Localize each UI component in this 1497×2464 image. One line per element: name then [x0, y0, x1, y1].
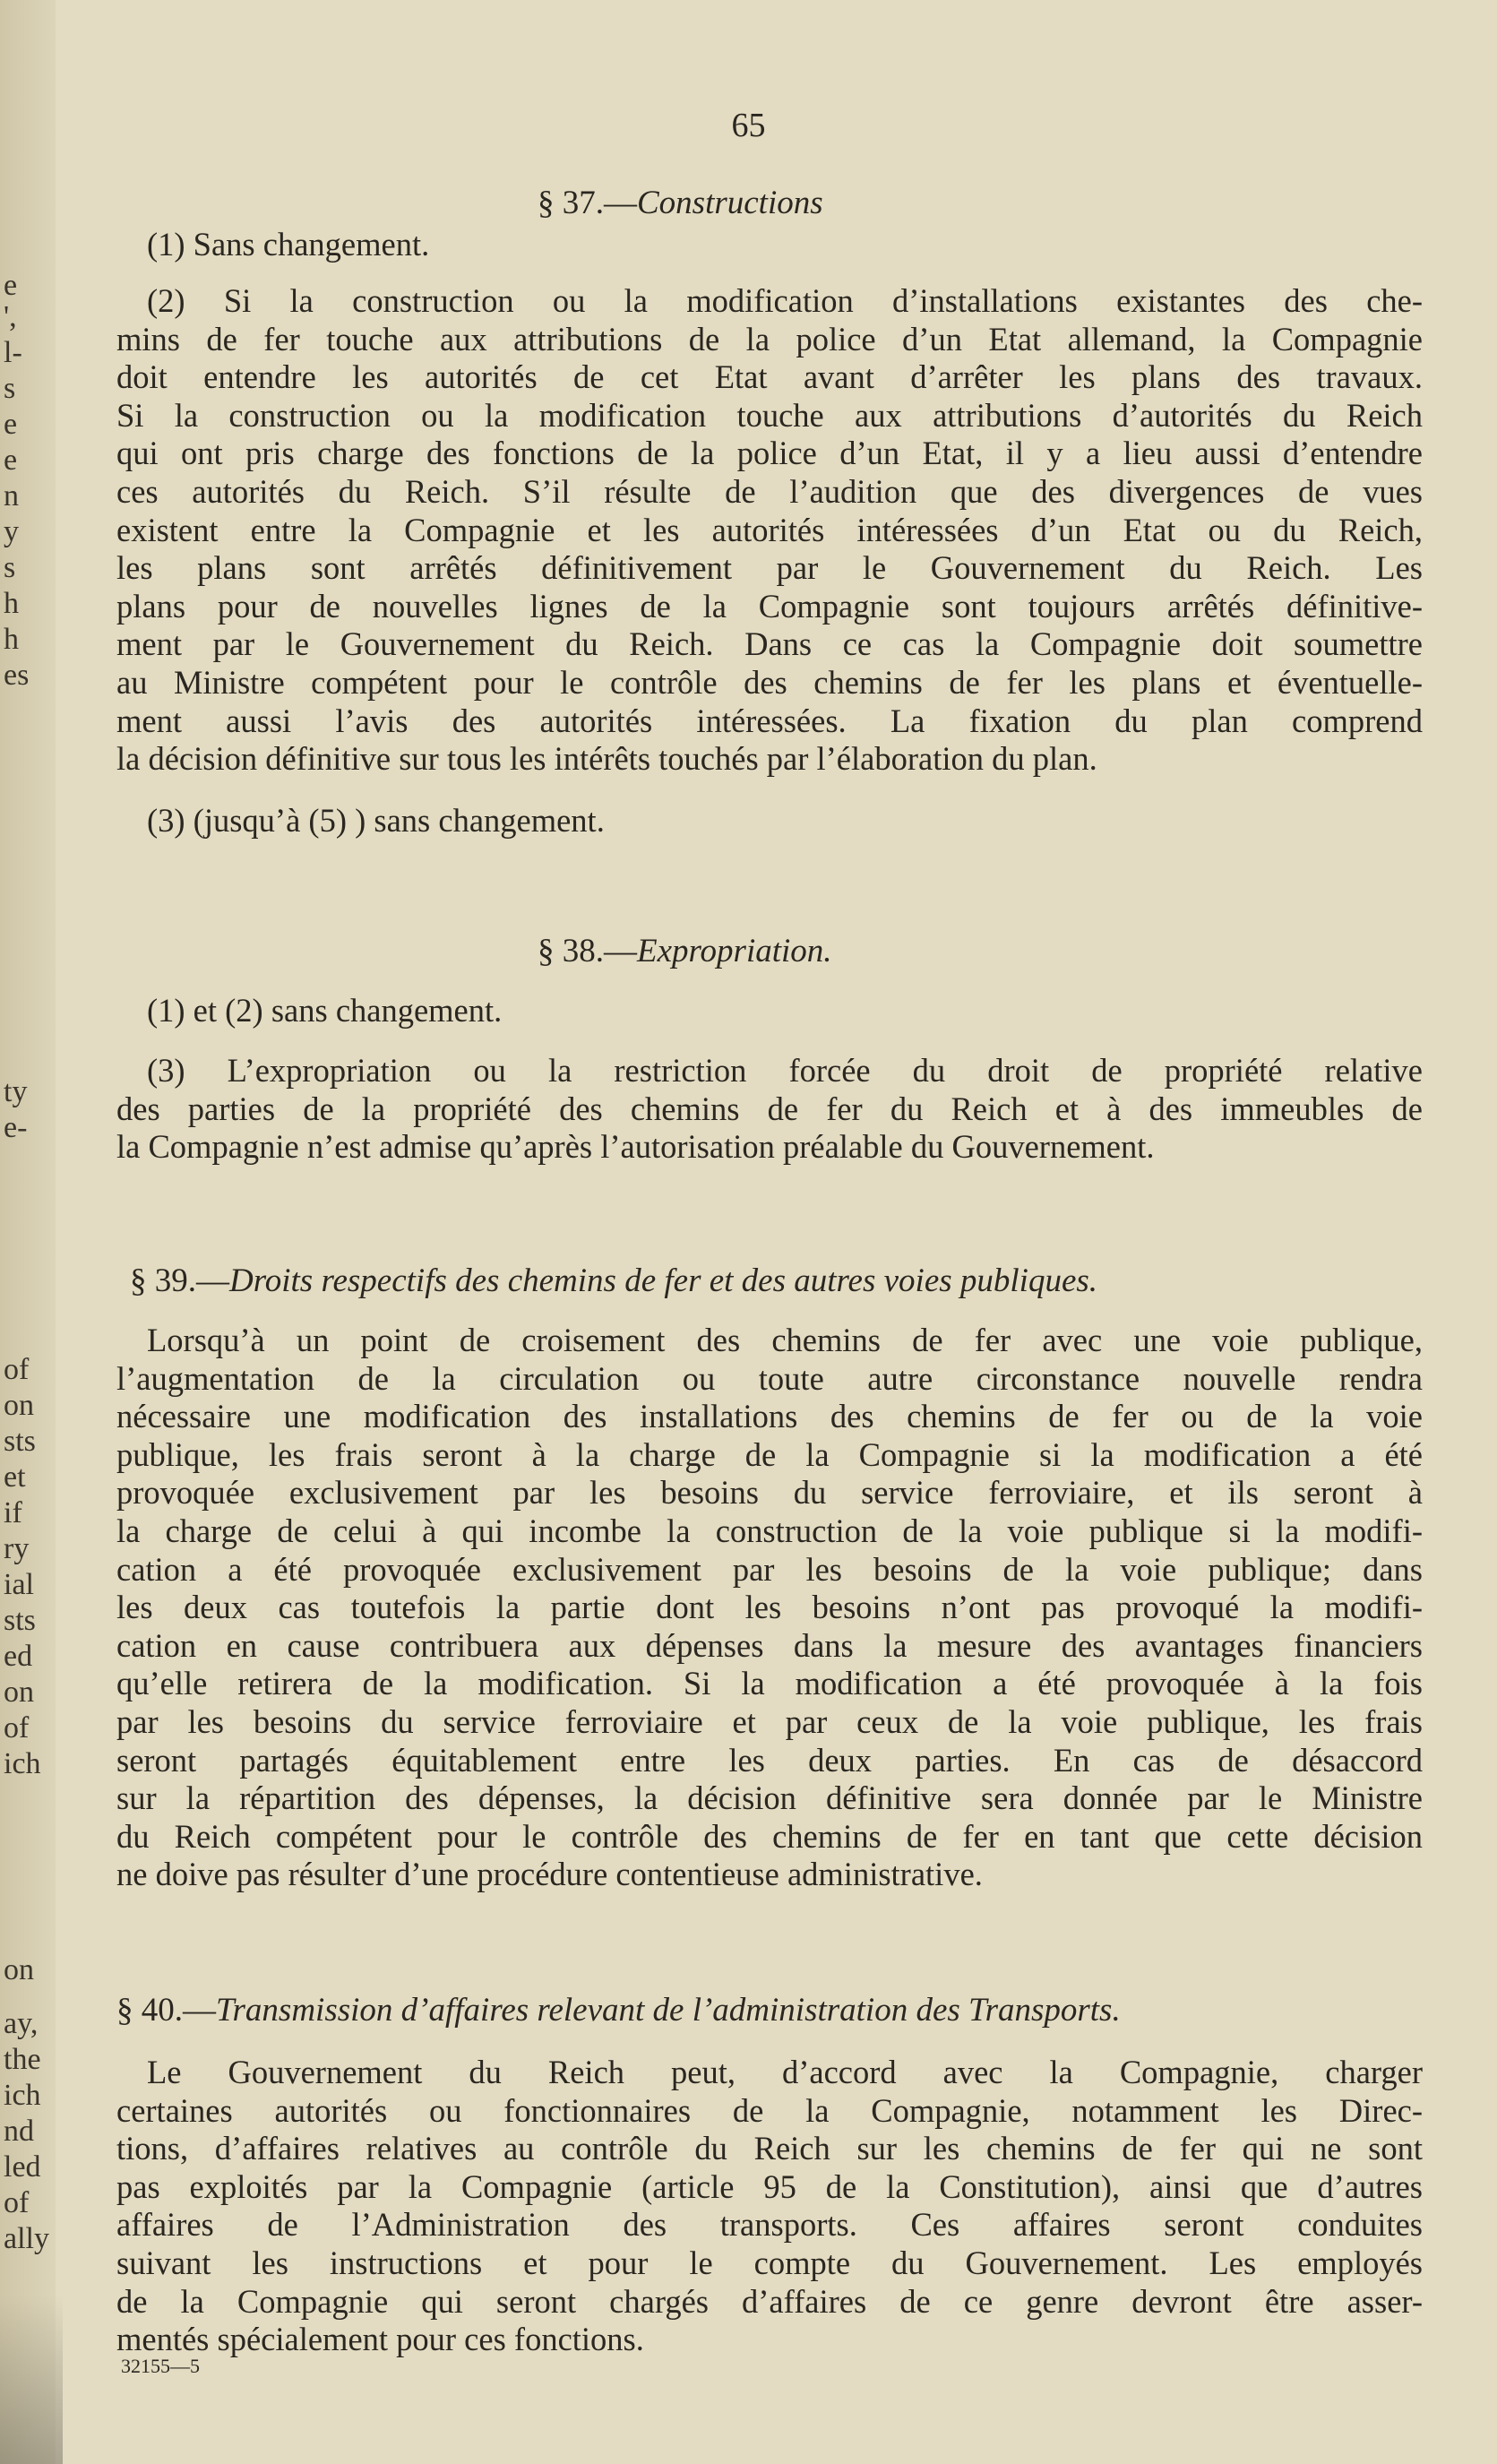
text-line: tions, d’affaires relatives au contrôle du Reich sur les chemins de fer qui ne sont — [116, 2130, 1423, 2167]
text-line: sur la répartition des dépenses, la décision définitive sera donnée par le Ministre — [116, 1779, 1423, 1817]
margin-fragment: on — [4, 1676, 34, 1709]
margin-fragment: h — [4, 623, 19, 656]
section-39-para-1 — [116, 1322, 1423, 1894]
margin-fragment: h — [4, 587, 19, 620]
section-39-title: Droits respectifs des chemins de fer et des autres voies publiques. — [229, 1262, 1098, 1299]
margin-fragment: ay, — [4, 2007, 39, 2040]
printer-code: 32155—5 — [121, 2355, 200, 2377]
margin-fragment: ich — [4, 2079, 41, 2112]
section-38-para-1 — [116, 992, 1423, 1030]
margin-fragment: e — [4, 444, 18, 477]
section-37-para-2 — [116, 282, 1423, 779]
margin-fragment: nd — [4, 2115, 34, 2148]
margin-fragment: sts — [4, 1604, 36, 1637]
margin-fragment: led — [4, 2150, 41, 2184]
section-37-title: Constructions — [637, 185, 823, 221]
margin-fragment: ed — [4, 1640, 33, 1673]
section-40-heading — [116, 1991, 1121, 2029]
page-fold-shadow — [0, 2294, 63, 2464]
text-line: suivant les instructions et pour le compte du Gouvernement. Les employés — [116, 2244, 1423, 2281]
margin-fragment: l- — [4, 336, 22, 369]
text-line: Le Gouvernement du Reich peut, d’accord avec la Compagnie, charger — [147, 2054, 1423, 2090]
text-line: les plans sont arrêtés définitivement par le Gouvernement du Reich. Les — [116, 549, 1423, 587]
margin-fragment: on — [4, 1389, 34, 1422]
text-line: la Compagnie n’est admise qu’après l’autorisation préalable du Gouvernement. — [116, 1128, 1155, 1166]
text-line: affaires de l’Administration des transports. Ces affaires seront conduites — [116, 2206, 1423, 2244]
section-37-para-1 — [116, 226, 1423, 264]
text-line: certaines autorités ou fonctionnaires de la Compagnie, notamment les Direc- — [116, 2091, 1423, 2129]
text-line: existent entre la Compagnie et les autorités intéressées d’un Etat ou du Reich, — [116, 511, 1423, 548]
margin-fragment: y — [4, 515, 19, 548]
text-line: seront partagés équitablement entre les deux parties. En cas de désaccord — [116, 1741, 1423, 1779]
text-line: nécessaire une modification des installations des chemins de fer ou de la voie — [116, 1398, 1423, 1435]
margin-fragment: et — [4, 1460, 26, 1494]
section-40-title: Transmission d’affaires relevant de l’administration des Transports. — [216, 1992, 1121, 2029]
section-37-heading — [538, 184, 823, 222]
text-line: publique, les frais seront à la charge de la Compagnie si la modification a été — [116, 1435, 1423, 1473]
margin-fragment: ry — [4, 1532, 30, 1565]
margin-fragment: sts — [4, 1425, 36, 1458]
text-line: du Reich compétent pour le contrôle des chemins de fer en tant que cette décision — [116, 1817, 1423, 1855]
margin-fragment: ally — [4, 2222, 49, 2255]
text-line: (2) Si la construction ou la modification d’installations existantes des che- — [147, 282, 1423, 319]
text-line: plans pour de nouvelles lignes de la Compagnie sont toujours arrêtés définitive- — [116, 587, 1423, 625]
text-line: de la Compagnie qui seront chargés d’affaires de ce genre devront être asser- — [116, 2282, 1423, 2320]
text-line: l’augmentation de la circulation ou toute autre circonstance nouvelle rendra — [116, 1359, 1423, 1397]
text-line: ces autorités du Reich. S’il résulte de l’audition que des divergences de vues — [116, 472, 1423, 510]
text-line: mentés spécialement pour ces fonctions. — [116, 2321, 644, 2358]
margin-fragment: of — [4, 1711, 30, 1745]
section-40-para-1 — [116, 2054, 1423, 2359]
text-line: cation a été provoquée exclusivement par les besoins de la voie publique; dans — [116, 1550, 1423, 1588]
section-38-number: § 38.— — [538, 933, 637, 969]
text-line: la charge de celui à qui incombe la construction de la voie publique si la modifi- — [116, 1512, 1423, 1549]
text-line: par les besoins du service ferroviaire et par ceux de la voie publique, les frais — [116, 1702, 1423, 1740]
margin-fragment: of — [4, 2186, 30, 2219]
section-39-heading — [130, 1262, 1097, 1300]
page-number: 65 — [731, 107, 766, 144]
text-line: des parties de la propriété des chemins de fer du Reich et à des immeubles de — [116, 1090, 1423, 1127]
text-line: provoquée exclusivement par les besoins du service ferroviaire, et ils seront à — [116, 1474, 1423, 1512]
margin-fragment: ich — [4, 1747, 41, 1780]
text-line: la décision définitive sur tous les intérêts touchés par l’élaboration du plan. — [116, 740, 1097, 778]
text-line: Si la construction ou la modification touche aux attributions d’autorités du Reich — [116, 396, 1423, 434]
text-line: ment par le Gouvernement du Reich. Dans ce cas la Compagnie doit soumettre — [116, 625, 1423, 663]
text-line: (3) L’expropriation ou la restriction forcée du droit de propriété relative — [147, 1052, 1423, 1089]
margin-fragment: e- — [4, 1111, 28, 1144]
text-line: (3) (jusqu’à (5) ) sans changement. — [147, 802, 605, 839]
margin-fragment: e — [4, 269, 18, 302]
text-line: (1) et (2) sans changement. — [147, 992, 503, 1029]
text-line: doit entendre les autorités de cet Etat avant d’arrêter les plans des travaux. — [116, 358, 1423, 396]
text-line: qu’elle retirera de la modification. Si la modification a été provoquée à la fois — [116, 1665, 1423, 1702]
margin-fragment: es — [4, 659, 30, 692]
margin-fragment: s — [4, 551, 16, 584]
section-38-para-2 — [116, 1052, 1423, 1167]
section-38-title: Expropriation. — [637, 933, 832, 969]
text-line: au Ministre compétent pour le contrôle des chemins de fer les plans et éventuelle- — [116, 663, 1423, 701]
text-line: qui ont pris charge des fonctions de la police d’un Etat, il y a lieu aussi d’entendre — [116, 435, 1423, 472]
section-37-number: § 37.— — [538, 185, 637, 221]
margin-fragment: ial — [4, 1568, 34, 1601]
margin-fragment: ', — [4, 300, 17, 333]
section-37-para-3 — [116, 802, 1423, 840]
text-line: (1) Sans changement. — [147, 226, 430, 263]
margin-fragment: if — [4, 1496, 22, 1529]
text-line: Lorsqu’à un point de croisement des chemins de fer avec une voie publique, — [147, 1322, 1423, 1358]
margin-fragment: the — [4, 2043, 41, 2076]
margin-fragment: ty — [4, 1075, 28, 1108]
margin-fragment: on — [4, 1953, 34, 1986]
text-line: les deux cas toutefois la partie dont les besoins n’ont pas provoqué la modifi- — [116, 1589, 1423, 1626]
margin-fragment: of — [4, 1353, 30, 1386]
text-line: cation en cause contribuera aux dépenses dans la mesure des avantages financiers — [116, 1626, 1423, 1664]
text-line: mins de fer touche aux attributions de la police d’un Etat allemand, la Compagnie — [116, 320, 1423, 358]
margin-fragment: e — [4, 408, 18, 441]
margin-fragment: n — [4, 479, 19, 513]
section-38-heading — [538, 932, 832, 970]
text-line: pas exploités par la Compagnie (article 95 de la Constitution), ainsi que d’autres — [116, 2167, 1423, 2205]
text-line: ne doive pas résulter d’une procédure contentieuse administrative. — [116, 1856, 983, 1893]
section-39-number: § 39.— — [130, 1262, 229, 1299]
text-line: ment aussi l’avis des autorités intéressées. La fixation du plan comprend — [116, 702, 1423, 739]
section-40-number: § 40.— — [116, 1992, 216, 2029]
margin-fragment: s — [4, 372, 16, 405]
